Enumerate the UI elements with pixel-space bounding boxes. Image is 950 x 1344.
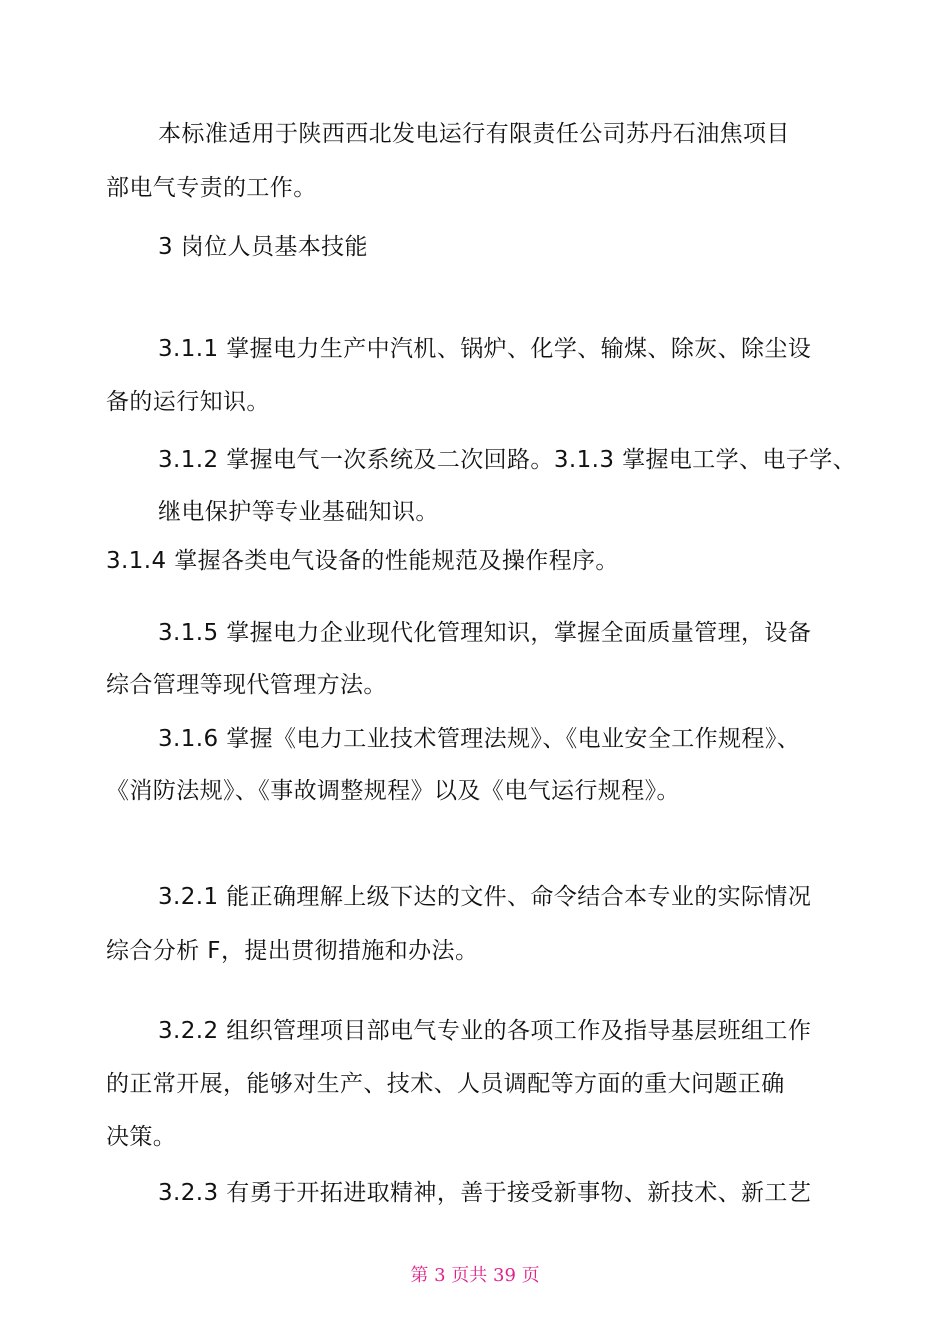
clause-3-2-2-line-3: 决策。 [106,1124,177,1150]
clause-3-1-2-line-1: 3.1.2 掌握电气一次系统及二次回路。3.1.3 掌握电工学、电子学、 [158,447,857,473]
clause-3-2-2-line-2: 的正常开展，能够对生产、技术、人员调配等方面的重大问题正确 [106,1071,785,1097]
paragraph-scope-line-2: 部电气专责的工作。 [106,175,317,201]
clause-3-1-6-line-1: 3.1.6 掌握《电力工业技术管理法规》、《电业安全工作规程》、 [158,726,801,752]
paragraph-scope-line-1: 本标准适用于陕西西北发电运行有限责任公司苏丹石油焦项目 [158,121,790,147]
clause-3-1-1-line-1: 3.1.1 掌握电力生产中汽机、锅炉、化学、输煤、除灰、除尘设 [158,336,812,362]
clause-3-1-6-line-2: 《消防法规》、《事故调整规程》以及《电气运行规程》。 [106,778,680,804]
clause-3-1-5-line-1: 3.1.5 掌握电力企业现代化管理知识，掌握全面质量管理，设备 [158,620,812,646]
clause-3-1-4: 3.1.4 掌握各类电气设备的性能规范及操作程序。 [106,548,619,574]
section-heading-3: 3 岗位人员基本技能 [158,234,368,260]
clause-3-1-1-line-2: 备的运行知识。 [106,389,270,415]
clause-3-2-1-line-2: 综合分析 F，提出贯彻措施和办法。 [106,938,479,964]
clause-3-2-3-line-1: 3.2.3 有勇于开拓进取精神，善于接受新事物、新技术、新工艺 [158,1180,812,1206]
clause-3-1-5-line-2: 综合管理等现代管理方法。 [106,672,387,698]
page-number-footer: 第 3 页共 39 页 [410,1265,540,1286]
clause-3-2-1-line-1: 3.2.1 能正确理解上级下达的文件、命令结合本专业的实际情况 [158,884,812,910]
clause-3-2-2-line-1: 3.2.2 组织管理项目部电气专业的各项工作及指导基层班组工作 [158,1018,812,1044]
clause-3-1-2-line-2: 继电保护等专业基础知识。 [158,499,439,525]
